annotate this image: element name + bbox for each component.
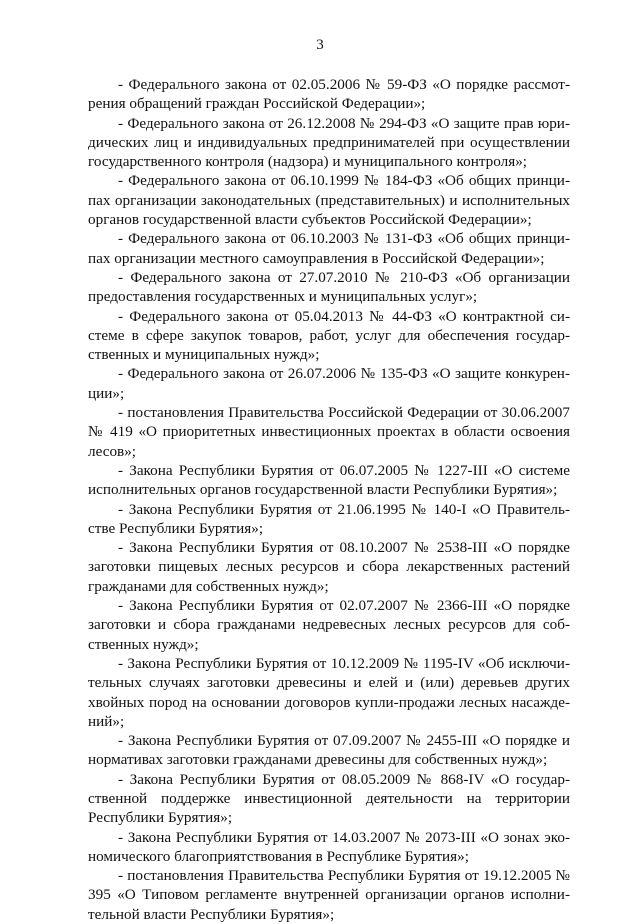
legal-basis-list bbox=[88, 75, 570, 924]
list-item: - Федерального закона от 26.12.2008 № 294-ФЗ «О защите прав юридических лиц и индивидуальных предпринимателей при осуществлении государственного контроля (надзора) и муниципального контроля»; bbox=[88, 114, 570, 171]
list-item: - Закона Республики Бурятия от 08.05.2009 № 868-IV «О государственной поддержке инвестиционной деятельности на территории Республики Бурятия»; bbox=[88, 770, 570, 827]
list-item: - Закона Республики Бурятия от 02.07.2007 № 2366-III «О порядке заготовки и сбора гражданами недревесных лесных ресурсов для собственных нужд»; bbox=[88, 597, 570, 653]
list-item: - Закона Республики Бурятия от 07.09.2007 № 2455-III «О порядке и нормативах заготовки гражданами древесины для собственных нужд»; bbox=[88, 732, 570, 769]
list-item: - Федерального закона от 06.10.1999 № 184-ФЗ «Об общих принципах организации законодательных (представительных) и исполнительных органов государственной власти субъектов Российской Федерации»; bbox=[88, 172, 570, 229]
page-number: 3 bbox=[316, 37, 324, 53]
list-item: - Закона Республики Бурятия от 21.06.1995 № 140-I «О Правительстве Республики Бурятия»; bbox=[88, 500, 570, 537]
list-item: - Федерального закона от 02.05.2006 № 59-ФЗ «О порядке рассмотрения обращений граждан Российской Федерации»; bbox=[88, 76, 570, 113]
list-item: - Федерального закона от 27.07.2010 № 210-ФЗ «Об организации предоставления государственных и муниципальных услуг»; bbox=[88, 268, 570, 306]
list-item: - Закона Республики Бурятия от 14.03.2007 № 2073-III «О зонах экономического благоприятствования в Республике Бурятия»; bbox=[88, 828, 570, 865]
list-item: - постановления Правительства Российской Федерации от 30.06.2007 № 419 «О приоритетных инвестиционных проектах в области освоения лесов»; bbox=[88, 404, 570, 460]
list-item: - Федерального закона от 05.04.2013 № 44-ФЗ «О контрактной системе в сфере закупок товаров, работ, услуг для обеспечения государственных и муниципальных нужд»; bbox=[88, 307, 570, 364]
list-item: - Закона Республики Бурятия от 10.12.2009 № 1195-IV «Об исключительных случаях заготовки древесины и елей и (или) деревьев других хвойных пород на основании договоров купли-продажи лесных насаждений»; bbox=[88, 654, 570, 730]
list-item: - Федерального закона от 06.10.2003 № 131-ФЗ «Об общих принципах организации местного самоуправления в Российской Федерации»; bbox=[88, 230, 570, 267]
list-item: - постановления Правительства Республики Бурятия от 19.12.2005 № 395 «О Типовом регламенте внутренней организации органов исполнительной власти Республики Бурятия»; bbox=[88, 867, 570, 923]
list-item: - Закона Республики Бурятия от 06.07.2005 № 1227-III «О системе исполнительных органов государственной власти Республики Бурятия»; bbox=[88, 461, 570, 499]
list-item: - Закона Республики Бурятия от 08.10.2007 № 2538-III «О порядке заготовки пищевых лесных ресурсов и сбора лекарственных растений гражданами для собственных нужд»; bbox=[88, 539, 570, 595]
list-item: - Федерального закона от 26.07.2006 № 135-ФЗ «О защите конкуренции»; bbox=[88, 365, 570, 402]
